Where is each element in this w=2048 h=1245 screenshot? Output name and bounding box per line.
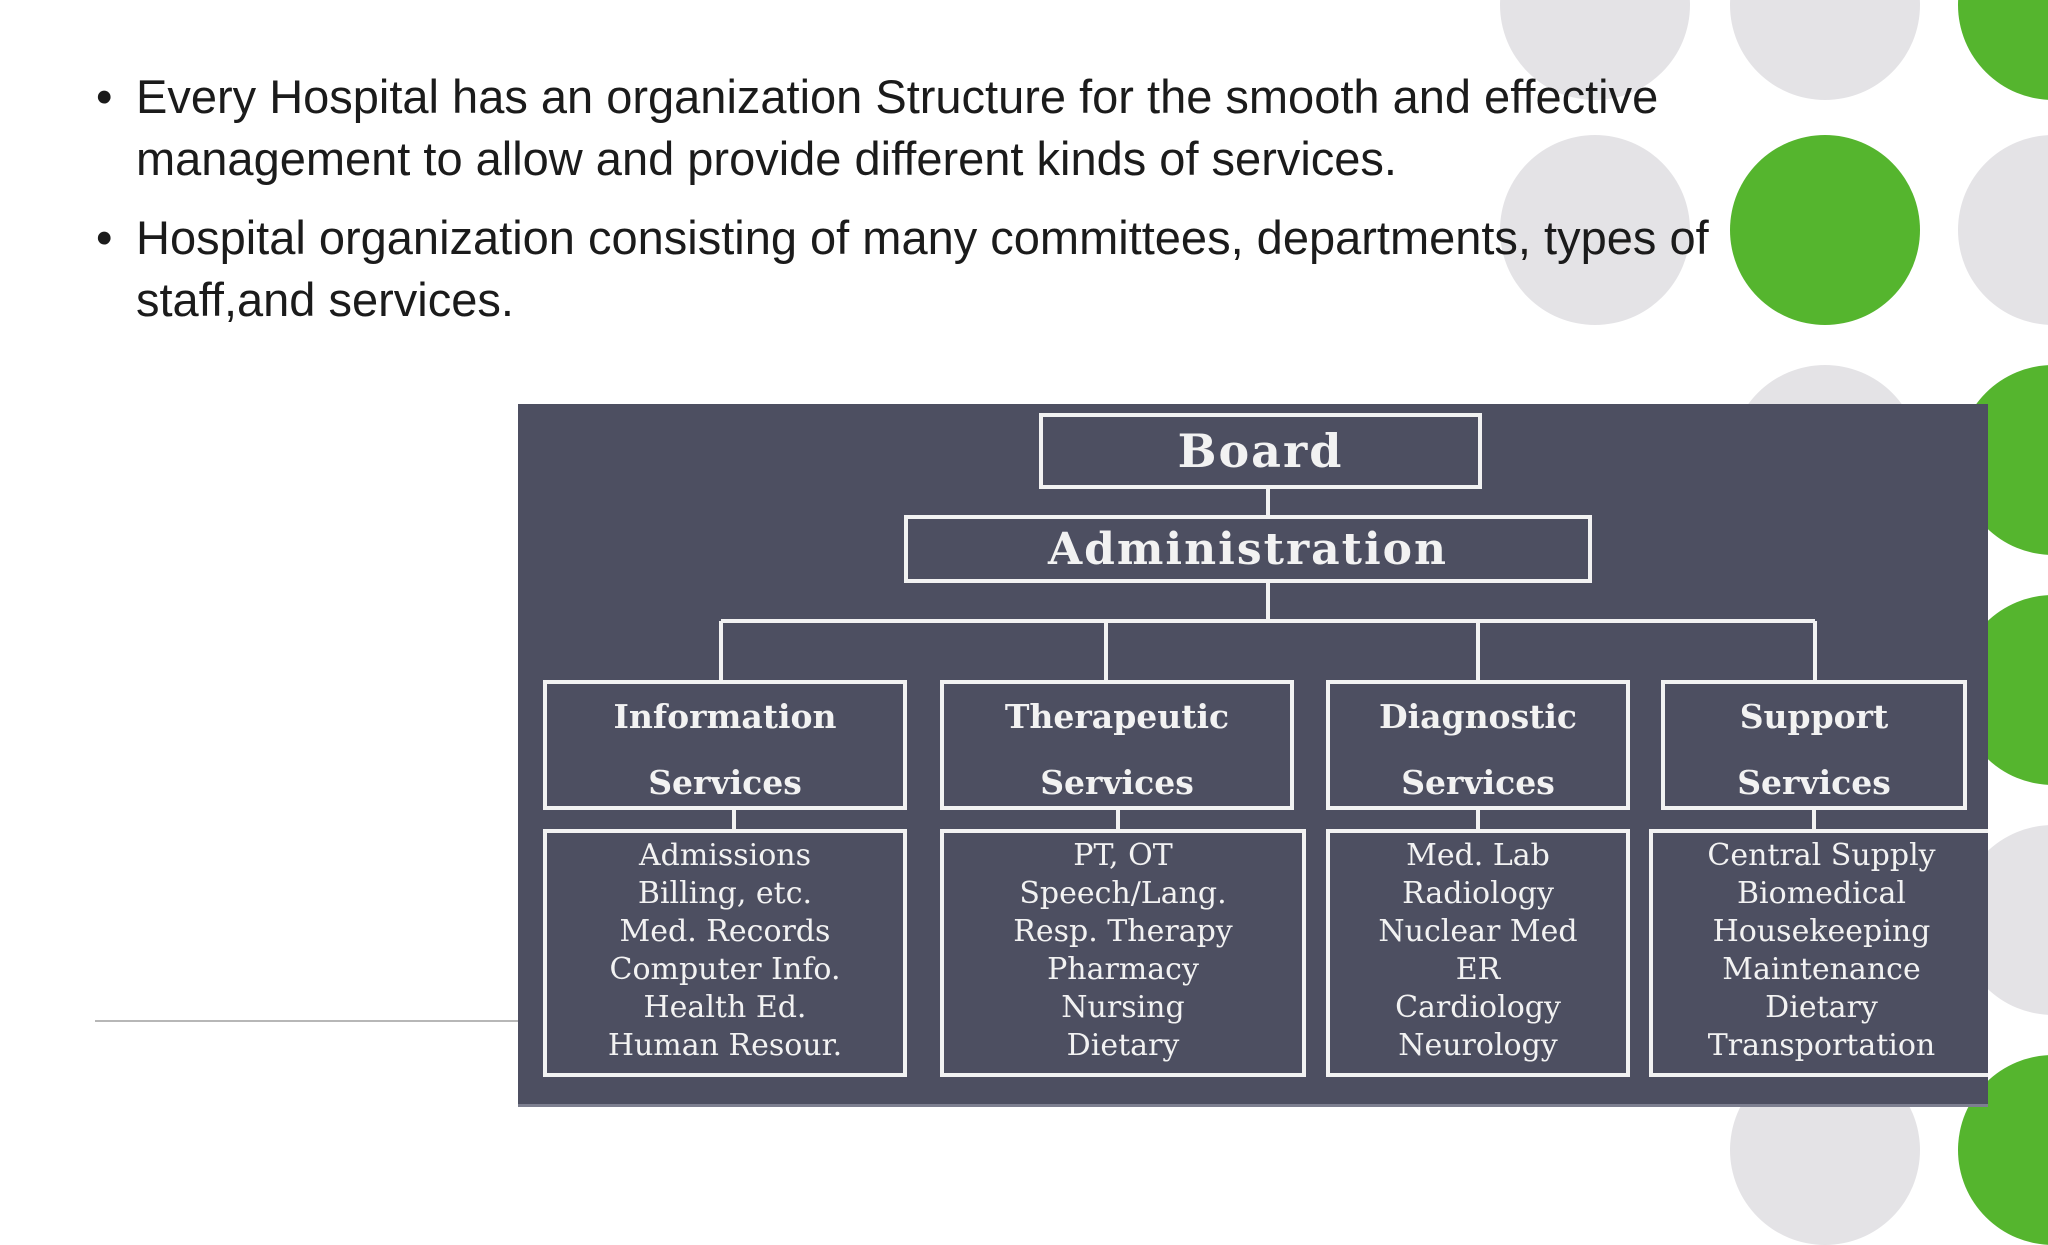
- list-item: Med. Records: [619, 914, 831, 949]
- decorative-green-circle: [1958, 0, 2048, 100]
- list-item: Dietary: [1765, 990, 1878, 1025]
- division-title: Therapeutic: [1004, 697, 1230, 736]
- bullet-item: [96, 66, 1896, 190]
- division-subtitle: Services: [1401, 763, 1555, 802]
- list-item: ER: [1455, 952, 1501, 987]
- bullet-text: Hospital organization consisting of many committees, departments, types of staff,and services.: [136, 211, 1709, 326]
- decorative-gray-circle: [1958, 135, 2048, 325]
- division-list-therapeutic: [940, 829, 1306, 1077]
- list-item: Computer Info.: [609, 952, 841, 987]
- list-item: Maintenance: [1722, 952, 1921, 987]
- list-item: Radiology: [1402, 876, 1554, 911]
- division-box-information: [543, 680, 907, 810]
- division-title: Diagnostic: [1378, 697, 1578, 736]
- list-item: Cardiology: [1395, 990, 1561, 1025]
- division-list-diagnostic: [1326, 829, 1630, 1077]
- list-item: Admissions: [638, 838, 812, 873]
- org-chart: [518, 404, 1988, 1107]
- divider-line: [95, 1020, 525, 1022]
- division-box-therapeutic: [940, 680, 1294, 810]
- board-box: Board: [1039, 413, 1482, 489]
- list-item: Neurology: [1398, 1028, 1558, 1063]
- list-item: Dietary: [1066, 1028, 1180, 1063]
- bullet-marker: •: [96, 70, 113, 123]
- division-list-support: [1649, 829, 1988, 1077]
- bullet-list: [96, 66, 1896, 348]
- list-item: Nursing: [1061, 990, 1185, 1025]
- division-subtitle: Services: [1040, 763, 1194, 802]
- list-item: Nuclear Med: [1378, 914, 1578, 949]
- division-box-diagnostic: [1326, 680, 1630, 810]
- list-item: Med. Lab: [1406, 838, 1550, 873]
- division-list-information: [543, 829, 907, 1077]
- administration-box: Administration: [904, 515, 1592, 583]
- list-item: Health Ed.: [643, 990, 807, 1025]
- bullet-text: Every Hospital has an organization Structure for the smooth and effective management to allow and provide different kinds of services.: [136, 70, 1659, 185]
- division-title: Information: [613, 697, 837, 736]
- list-item: Pharmacy: [1047, 952, 1199, 987]
- list-item: Biomedical: [1737, 876, 1906, 911]
- division-box-support: [1661, 680, 1967, 810]
- list-item: Billing, etc.: [637, 876, 813, 911]
- bullet-item: [96, 207, 1896, 331]
- list-item: Transportation: [1707, 1028, 1936, 1063]
- list-item: Human Resour.: [607, 1028, 843, 1063]
- bullet-marker: •: [96, 211, 113, 264]
- list-item: Speech/Lang.: [1019, 876, 1227, 911]
- division-subtitle: Services: [1737, 763, 1891, 802]
- list-item: PT, OT: [1073, 838, 1173, 873]
- division-title: Support: [1739, 697, 1889, 736]
- list-item: Housekeeping: [1712, 914, 1931, 949]
- division-subtitle: Services: [648, 763, 802, 802]
- list-item: Central Supply: [1707, 838, 1936, 873]
- list-item: Resp. Therapy: [1013, 914, 1233, 949]
